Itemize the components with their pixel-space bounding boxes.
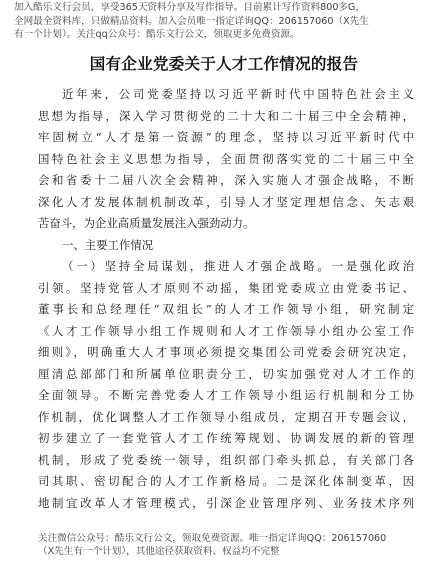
document-body — [38, 84, 414, 514]
body-line: 厘清总部部门和所属单位职责分工，切实加强党对人才工作的 — [38, 366, 414, 381]
promo-footer-line: 关注微信公众号：酷乐文行公文，领取免费资源。唯一指定详询QQ：206157060 — [38, 533, 387, 544]
body-line: 机制，形成了党委统一领导，组织部门牵头抓总，有关部门各 — [38, 452, 414, 467]
body-line: 深化人才发展体制机制改革，引导人才坚定理想信念、矢志艰 — [38, 194, 414, 209]
promo-header-line: 加入酷乐文行会员，享受365天资料分享及写作指导。目前累计写作资料800多G， — [14, 2, 366, 13]
promo-header — [14, 1, 434, 42]
promo-header-line: 全网最全资料库，只做精品资料。加入会员唯一指定详询QQ：206157060（X先生 — [14, 15, 369, 27]
body-line: 引领。坚持党管人才原则不动摇，集团党委成立由党委书记、 — [38, 280, 414, 295]
body-line: 董事长和总经理任“双组长”的人才工作领导小组，研究制定 — [38, 302, 414, 316]
promo-header-line: 有一个计划）。关注qq公众号：酷乐文行公文，领取更多免费资源。 — [14, 29, 300, 40]
body-line: （一）坚持全局谋划，推进人才强企战略。一是强化政治 — [62, 259, 414, 273]
body-line: 细则》，明确重大人才事项必须提交集团公司党委会研究决定， — [38, 345, 414, 359]
body-line: 《人才工作领导小组工作规则和人才工作领导小组办公室工作 — [38, 323, 414, 338]
body-line: 近年来，公司党委坚持以习近平新时代中国特色社会主义 — [62, 87, 414, 101]
body-line: 牢固树立“人才是第一资源”的理念，坚持以习近平新时代中 — [38, 130, 414, 144]
body-line: 作机制，优化调整人才工作领导小组成员，定期召开专题会议， — [38, 409, 414, 424]
promo-footer — [38, 533, 428, 558]
body-line: 初步建立了一套党管人才工作统筹规划、协调发展的新的管理 — [38, 431, 414, 445]
body-line: 会和省委十二届八次全会精神，深入实施人才强企战略，不断 — [38, 173, 414, 187]
body-line: 司其职、密切配合的人才工作新格局。二是深化体制变革，因 — [38, 474, 414, 488]
body-line: 地制宜改革人才管理模式，引深企业管理序列、业务技术序列 — [38, 495, 414, 510]
promo-footer-line: （X先生有一个计划），其他途径获取资料、权益均不完整 — [38, 545, 280, 557]
body-line: 全面领导。不断完善党委人才工作领导小组运行机制和分工协 — [38, 388, 414, 402]
body-line: 苦奋斗，为企业高质量发展注入强劲动力。 — [38, 216, 255, 230]
document-title: 国有企业党委关于人才工作情况的报告 — [89, 55, 359, 73]
body-line: 国特色社会主义思想为指导，全面贯彻落实党的二十届三中全 — [38, 151, 414, 166]
section-heading: 一、主要工作情况 — [62, 237, 154, 252]
body-line: 思想为指导，深入学习贯彻党的二十大和二十届三中全会精神， — [38, 108, 414, 123]
